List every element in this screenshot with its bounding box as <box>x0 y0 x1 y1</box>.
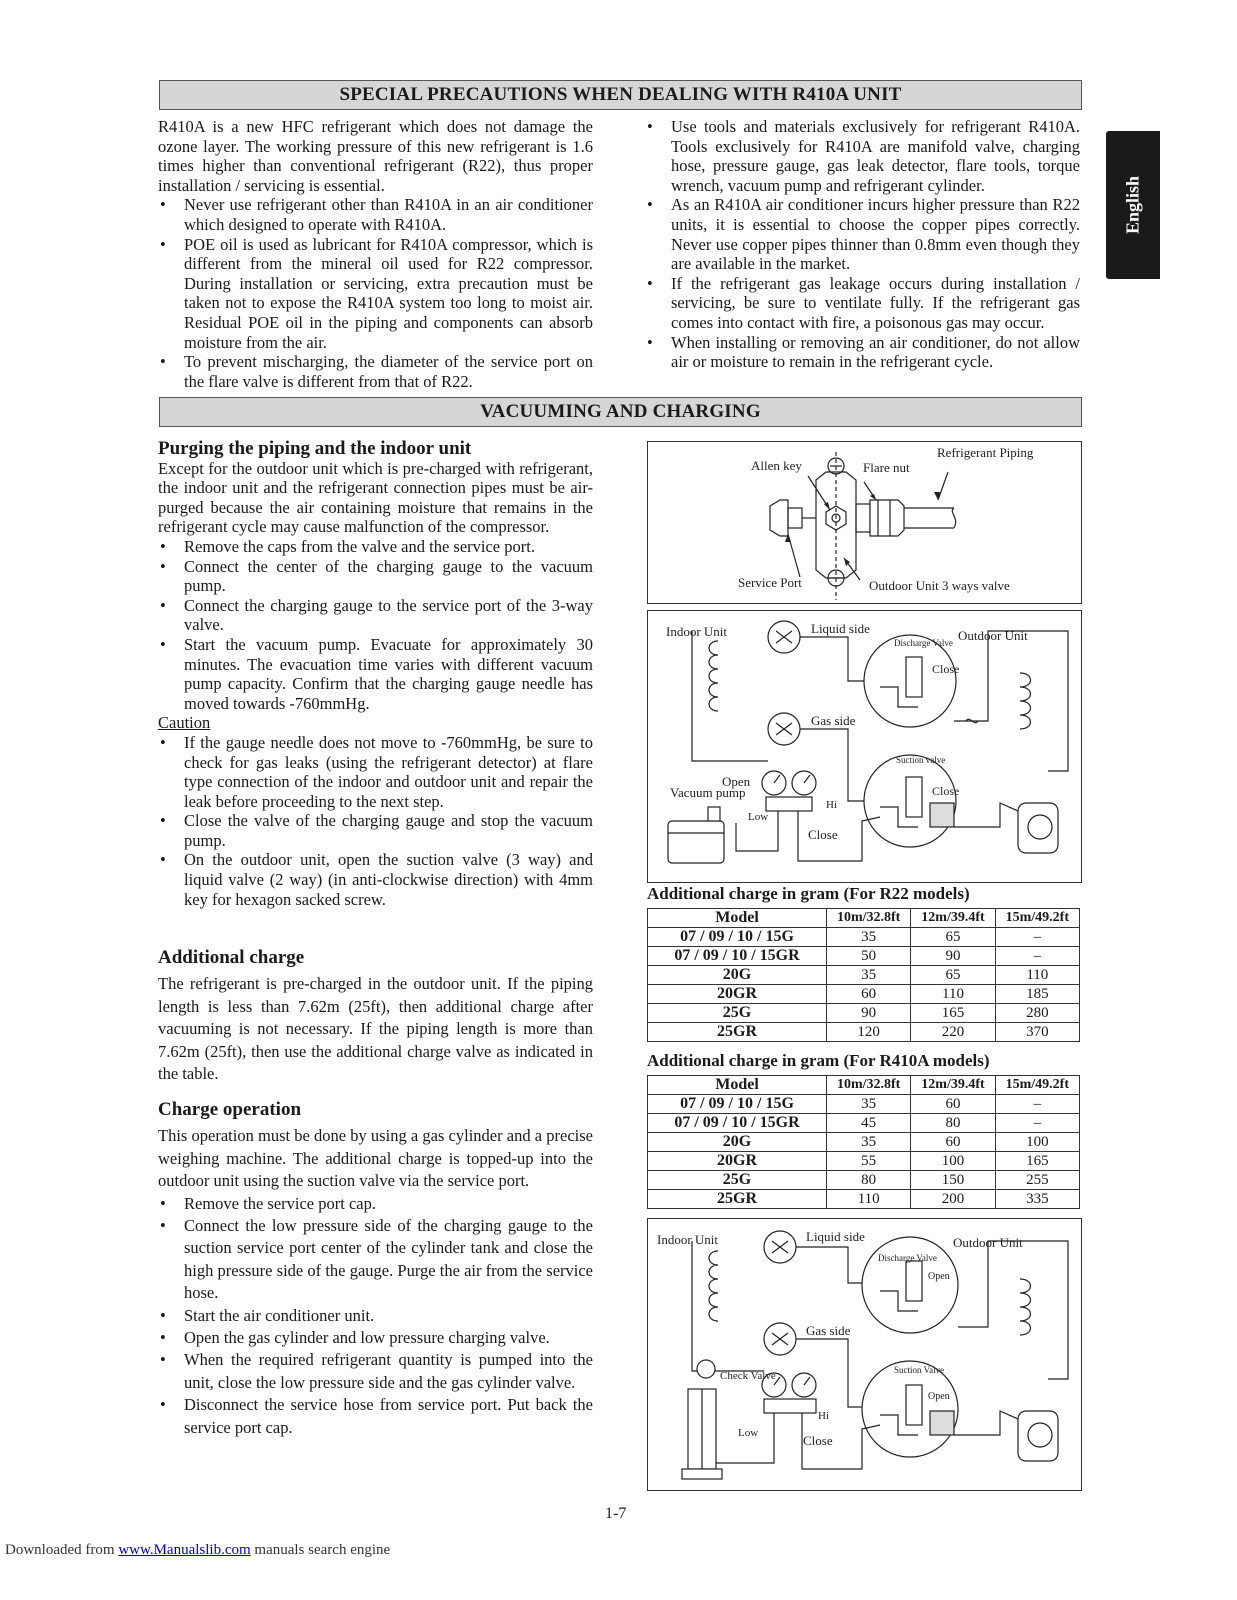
list-item: • Connect the center of the charging gauge to the vacuum pump. <box>158 557 593 596</box>
table-cell: 110 <box>827 1190 911 1209</box>
table-cell: 60 <box>911 1095 995 1114</box>
additional-charge-section <box>158 947 593 1085</box>
footer-prefix: Downloaded from <box>5 1542 119 1558</box>
table-cell: 20GR <box>648 985 827 1004</box>
table-cell: 07 / 09 / 10 / 15G <box>648 1095 827 1114</box>
table-cell: 335 <box>995 1190 1079 1209</box>
table-row <box>648 1171 1080 1190</box>
table-cell: 100 <box>911 1152 995 1171</box>
column-header: 15m/49.2ft <box>995 1076 1079 1095</box>
r410a-right-column <box>645 117 1080 372</box>
table-row <box>648 928 1080 947</box>
table-cell: 65 <box>911 928 995 947</box>
footer-suffix: manuals search engine <box>250 1542 391 1558</box>
low-label: Low <box>748 811 769 823</box>
table-cell: 35 <box>827 1133 911 1152</box>
service-port-label: Service Port <box>738 575 802 590</box>
column-header: Model <box>648 909 827 928</box>
list-item: • Never use refrigerant other than R410A in an air conditioner which designed to operate with R410A. <box>158 195 593 234</box>
charge-circuit-figure <box>647 1218 1082 1491</box>
table-cell: – <box>995 947 1079 966</box>
discharge-valve-label: Discharge Valve <box>894 638 953 648</box>
refrigerant-piping-label: Refrigerant Piping <box>937 445 1034 460</box>
table-row <box>648 985 1080 1004</box>
r410a-intro: R410A is a new HFC refrigerant which does not damage the ozone layer. The working pressure of this new refrigerant is 1.6 times higher than conventional refrigerant (R22), thus proper installation / servicing is essential. <box>158 117 593 195</box>
table-cell: 20G <box>648 966 827 985</box>
table-cell: 370 <box>995 1023 1079 1042</box>
table-cell: 50 <box>827 947 911 966</box>
r410a-right-bullets <box>645 117 1080 372</box>
suction-valve-label: Suction Valve <box>894 1365 945 1375</box>
additional-charge-text: The refrigerant is pre-charged in the outdoor unit. If the piping length is less than 7.62m (25ft), then additional charge after vacuuming is not necessary. If the piping length is more than 7.62m (25ft), then use the additional charge valve as indicated in the table. <box>158 974 593 1084</box>
manualslib-link[interactable]: www.Manualslib.com <box>118 1542 251 1558</box>
purging-heading: Purging the piping and the indoor unit <box>158 438 472 459</box>
outdoor-unit-label: Outdoor Unit <box>958 628 1028 643</box>
outdoor-unit-label: Outdoor Unit <box>953 1235 1023 1250</box>
table-cell: 35 <box>827 1095 911 1114</box>
table-cell: 25GR <box>648 1190 827 1209</box>
table-cell: 80 <box>827 1171 911 1190</box>
vacuum-circuit-figure <box>647 610 1082 883</box>
table-cell: 20GR <box>648 1152 827 1171</box>
additional-charge-heading: Additional charge <box>158 947 305 968</box>
table-cell: 60 <box>827 985 911 1004</box>
low-label: Low <box>738 1427 759 1439</box>
list-item: • Connect the low pressure side of the charging gauge to the suction service port center of the cylinder tank and close the high pressure side of the gauge. Purge the air from the service hose. <box>158 1215 593 1305</box>
open-label: Open <box>722 774 751 789</box>
purging-bullets <box>158 537 593 713</box>
list-item: • If the gauge needle does not move to -760mmHg, be sure to check for gas leaks (using the refrigerant detector) at flare type connection of the indoor and outdoor unit and repair the leak before proceeding to the next step. <box>158 733 593 811</box>
table-cell: 220 <box>911 1023 995 1042</box>
charge-operation-text: This operation must be done by using a gas cylinder and a precise weighing machine. The additional charge is topped-up into the outdoor unit using the suction valve via the service port. <box>158 1126 593 1191</box>
section-title-vacuuming: VACUUMING AND CHARGING <box>159 397 1082 427</box>
discharge-valve-label: Discharge Valve <box>878 1253 937 1263</box>
table-cell: – <box>995 1095 1079 1114</box>
download-footer <box>5 1542 390 1559</box>
list-item: • Open the gas cylinder and low pressure charging valve. <box>158 1327 593 1349</box>
table-cell: 255 <box>995 1171 1079 1190</box>
table-cell: 100 <box>995 1133 1079 1152</box>
list-item: • Close the valve of the charging gauge and stop the vacuum pump. <box>158 811 593 850</box>
language-tab[interactable] <box>1106 131 1160 279</box>
column-header: 15m/49.2ft <box>995 909 1079 928</box>
liquid-side-label: Liquid side <box>806 1229 865 1244</box>
table-cell: 200 <box>911 1190 995 1209</box>
charge-operation-heading: Charge operation <box>158 1099 302 1120</box>
indoor-unit-label: Indoor Unit <box>657 1232 719 1247</box>
table-cell: 65 <box>911 966 995 985</box>
table-cell: 90 <box>827 1004 911 1023</box>
column-header: 10m/32.8ft <box>827 909 911 928</box>
table-cell: 55 <box>827 1152 911 1171</box>
purging-section <box>158 439 593 909</box>
table-cell: 150 <box>911 1171 995 1190</box>
vacuum-pump-label: Vacuum pump <box>670 785 746 800</box>
table-header-row <box>648 909 1080 928</box>
charge-operation-bullets <box>158 1193 593 1439</box>
liquid-side-label: Liquid side <box>811 621 870 636</box>
column-header: 10m/32.8ft <box>827 1076 911 1095</box>
list-item: • On the outdoor unit, open the suction valve (3 way) and liquid valve (2 way) (in anti-clockwise direction) with 4mm key for hexagon sacked screw. <box>158 850 593 909</box>
check-valve-label: Check Valve <box>720 1370 776 1382</box>
list-item: • Connect the charging gauge to the service port of the 3-way valve. <box>158 596 593 635</box>
table-cell: 165 <box>911 1004 995 1023</box>
section-title-r410a: SPECIAL PRECAUTIONS WHEN DEALING WITH R410A UNIT <box>159 80 1082 110</box>
close-label: Close <box>808 827 838 842</box>
table-cell: 07 / 09 / 10 / 15G <box>648 928 827 947</box>
r410a-table-caption: Additional charge in gram (For R410A models) <box>647 1051 990 1070</box>
three-way-valve-label: Outdoor Unit 3 ways valve <box>869 578 1010 593</box>
table-cell: 165 <box>995 1152 1079 1171</box>
charge-operation-section <box>158 1099 593 1439</box>
table-cell: – <box>995 1114 1079 1133</box>
column-header: Model <box>648 1076 827 1095</box>
r22-charge-table <box>647 908 1080 1042</box>
list-item: • Use tools and materials exclusively for refrigerant R410A. Tools exclusively for R410A are manifold valve, charging hose, pressure gauge, gas leak detector, flare tools, torque wrench, vacuum pump and refrigerant cylinder. <box>645 117 1080 195</box>
table-cell: 90 <box>911 947 995 966</box>
table-cell: 20G <box>648 1133 827 1152</box>
list-item: • Remove the caps from the valve and the service port. <box>158 537 593 557</box>
gas-side-label: Gas side <box>806 1323 851 1338</box>
table-cell: 110 <box>911 985 995 1004</box>
list-item: • To prevent mischarging, the diameter of the service port on the flare valve is different from that of R22. <box>158 352 593 391</box>
table-row <box>648 1190 1080 1209</box>
column-header: 12m/39.4ft <box>911 1076 995 1095</box>
table-cell: 25G <box>648 1004 827 1023</box>
table-cell: 110 <box>995 966 1079 985</box>
table-cell: 07 / 09 / 10 / 15GR <box>648 1114 827 1133</box>
table-cell: 25GR <box>648 1023 827 1042</box>
close-label: Close <box>932 662 960 676</box>
list-item: • Start the air conditioner unit. <box>158 1305 593 1327</box>
list-item: • When the required refrigerant quantity is pumped into the unit, close the low pressure side and the gas cylinder valve. <box>158 1349 593 1394</box>
three-way-valve-diagram <box>648 442 1081 603</box>
purging-intro: Except for the outdoor unit which is pre-charged with refrigerant, the indoor unit and the refrigerant connection pipes must be air-purged because the air containing moisture that remains in the refrigerant cycle may cause malfunction of the compressor. <box>158 458 593 537</box>
hi-label: Hi <box>826 799 837 811</box>
r410a-left-bullets <box>158 195 593 391</box>
table-header-row <box>648 1076 1080 1095</box>
gas-side-label: Gas side <box>811 713 856 728</box>
table-row <box>648 1004 1080 1023</box>
table-cell: – <box>995 928 1079 947</box>
flare-nut-label: Flare nut <box>863 460 910 475</box>
caution-label: Caution <box>158 713 211 733</box>
open-label: Open <box>928 1271 950 1282</box>
page-number: 1-7 <box>605 1505 627 1522</box>
table-cell: 45 <box>827 1114 911 1133</box>
list-item: • Remove the service port cap. <box>158 1193 593 1215</box>
table-row <box>648 1114 1080 1133</box>
r22-table-caption: Additional charge in gram (For R22 models) <box>647 884 970 903</box>
r410a-charge-table <box>647 1075 1080 1209</box>
close-label: Close <box>803 1433 833 1448</box>
table-cell: 60 <box>911 1133 995 1152</box>
list-item: • Start the vacuum pump. Evacuate for approximately 30 minutes. The evacuation time varies with different vacuum pump capacity. Confirm that the charging gauge needle has moved towards -760mmHg. <box>158 635 593 713</box>
r410a-left-column <box>158 117 593 391</box>
table-cell: 25G <box>648 1171 827 1190</box>
list-item: • POE oil is used as lubricant for R410A compressor, which is different from the mineral oil used for R22 compressor. During installation or servicing, extra precaution must be taken not to expose the R410A system too long to moist air. Residual POE oil in the piping and components can absorb moisture from the air. <box>158 235 593 353</box>
hi-label: Hi <box>818 1410 829 1422</box>
list-item: • When installing or removing an air conditioner, do not allow air or moisture to remain in the refrigerant cycle. <box>645 333 1080 372</box>
table-row <box>648 1152 1080 1171</box>
table-row <box>648 1023 1080 1042</box>
table-cell: 280 <box>995 1004 1079 1023</box>
allen-key-label: Allen key <box>751 458 802 473</box>
table-row <box>648 1095 1080 1114</box>
table-cell: 120 <box>827 1023 911 1042</box>
list-item: • Disconnect the service hose from service port. Put back the service port cap. <box>158 1394 593 1439</box>
column-header: 12m/39.4ft <box>911 909 995 928</box>
table-cell: 07 / 09 / 10 / 15GR <box>648 947 827 966</box>
close-label: Close <box>932 784 960 798</box>
three-way-valve-figure <box>647 441 1082 604</box>
table-cell: 185 <box>995 985 1079 1004</box>
list-item: • As an R410A air conditioner incurs higher pressure than R22 units, it is essential to choose the copper pipes correctly. Never use copper pipes thinner than 0.8mm even though they are available in the market. <box>645 195 1080 273</box>
table-cell: 80 <box>911 1114 995 1133</box>
table-row <box>648 947 1080 966</box>
list-item: • If the refrigerant gas leakage occurs during installation / servicing, be sure to ventilate fully. If the refrigerant gas comes into contact with fire, a poisonous gas may occur. <box>645 274 1080 333</box>
open-label: Open <box>928 1391 950 1402</box>
table-row <box>648 1133 1080 1152</box>
charge-circuit-diagram <box>648 1219 1081 1490</box>
indoor-unit-label: Indoor Unit <box>666 624 728 639</box>
table-cell: 35 <box>827 966 911 985</box>
vacuum-circuit-diagram <box>648 611 1081 882</box>
table-cell: 35 <box>827 928 911 947</box>
caution-bullets <box>158 733 593 909</box>
table-row <box>648 966 1080 985</box>
suction-valve-label: Suction valve <box>896 755 946 765</box>
language-tab-label: English <box>1122 175 1143 235</box>
